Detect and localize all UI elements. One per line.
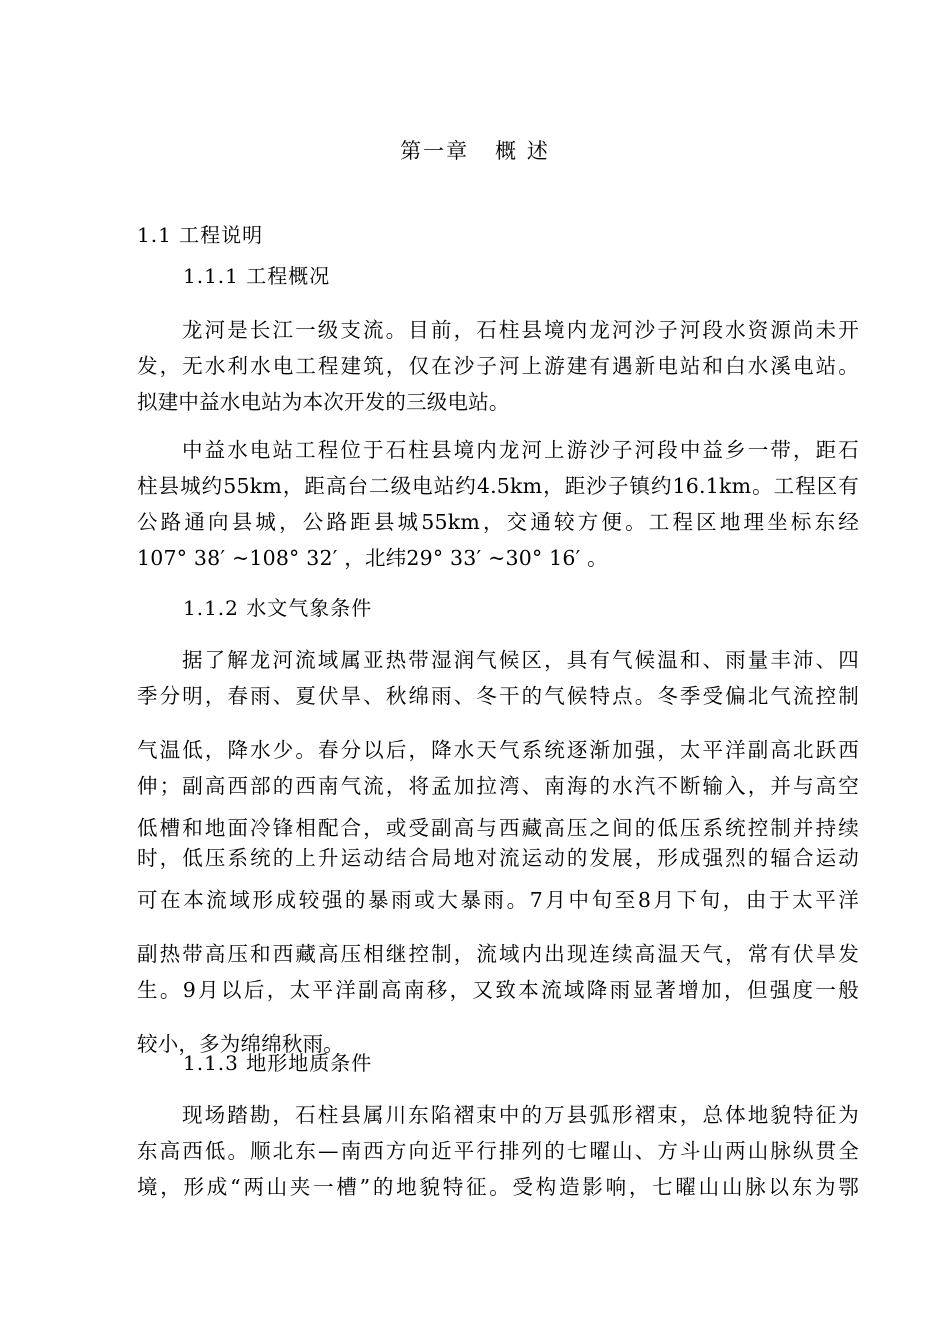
text-line: 现场踏勘，石柱县属川东陷褶束中的万县弧形褶束，总体地貌特征为 [182, 1103, 859, 1127]
text-line: 龙河是长江一级支流。目前，石柱县境内龙河沙子河段水资源尚未开 [182, 318, 859, 342]
text-line: 东高西低。顺北东—南西方向近平行排列的七曜山、方斗山两山脉纵贯全 [137, 1139, 859, 1163]
text-line: 中益水电站工程位于石柱县境内龙河上游沙子河段中益乡一带，距石 [182, 438, 859, 462]
text-line: 发，无水利水电工程建筑，仅在沙子河上游建有遇新电站和白水溪电站。 [137, 354, 859, 378]
chapter-number: 第一章 [400, 139, 470, 163]
section-heading-1-1-2: 1.1.2 水文气象条件 [183, 596, 373, 620]
chapter-name: 概 述 [495, 139, 550, 163]
text-line: 公路通向县城，公路距县城55km，交通较方便。工程区地理坐标东经 [137, 510, 859, 534]
section-heading-1-1-1: 1.1.1 工程概况 [183, 264, 331, 288]
paragraph-hydrology [137, 642, 859, 1062]
paragraph-geology [137, 1097, 859, 1205]
section-heading-1-1-3: 1.1.3 地形地质条件 [183, 1051, 373, 1075]
section-heading-1-1: 1.1 工程说明 [137, 223, 264, 247]
text-line: 伸；副高西部的西南气流，将孟加拉湾、南海的水汽不断输入，并与高空 [137, 774, 859, 798]
text-line: 低槽和地面冷锋相配合，或受副高与西藏高压之间的低压系统控制并持续 [137, 816, 859, 840]
text-line: 柱县城约55km，距高台二级电站约4.5km，距沙子镇约16.1km。工程区有 [137, 474, 859, 498]
text-line: 境，形成“两山夹一槽”的地貌特征。受构造影响，七曜山山脉以东为鄂 [137, 1175, 859, 1199]
text-line: 较小，多为绵绵秋雨。 [137, 1032, 344, 1056]
paragraph-overview-2 [137, 432, 859, 576]
text-line: 时，低压系统的上升运动结合局地对流运动的发展，形成强烈的辐合运动 [137, 846, 859, 870]
paragraph-overview-1 [137, 312, 859, 420]
text-line: 生。9月以后，太平洋副高南移，又致本流域降雨显著增加，但强度一般 [137, 978, 859, 1002]
text-line: 拟建中益水电站为本次开发的三级电站。 [137, 390, 510, 414]
chapter-title [0, 136, 950, 166]
text-line: 气温低，降水少。春分以后，降水天气系统逐渐加强，太平洋副高北跃西 [137, 738, 859, 762]
text-line: 副热带高压和西藏高压相继控制，流域内出现连续高温天气，常有伏旱发 [137, 942, 859, 966]
text-line: 据了解龙河流域属亚热带湿润气候区，具有气候温和、雨量丰沛、四 [182, 648, 859, 672]
text-line: 可在本流域形成较强的暴雨或大暴雨。7月中旬至8月下旬，由于太平洋 [137, 888, 859, 912]
text-line: 107° 38′ ~108° 32′ ，北纬29° 33′ ~30° 16′ 。 [137, 546, 608, 570]
text-line: 季分明，春雨、夏伏旱、秋绵雨、冬干的气候特点。冬季受偏北气流控制 [137, 684, 859, 708]
